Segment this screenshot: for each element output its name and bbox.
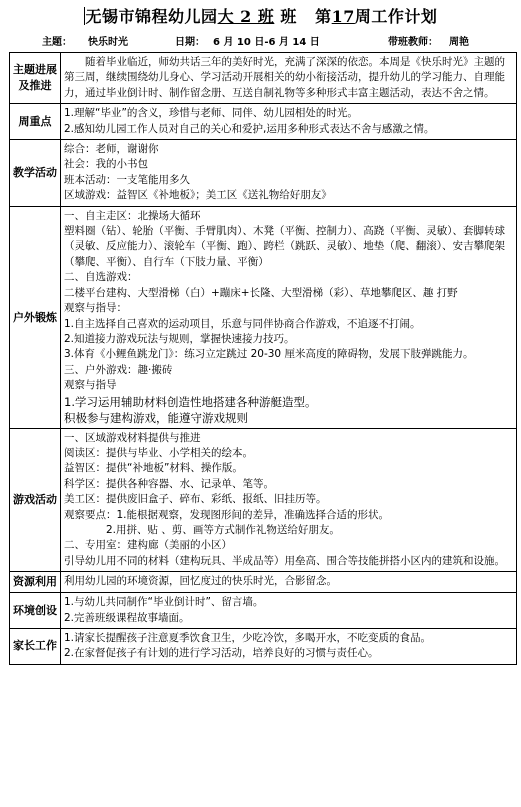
outdoor-line: 3.体育《小鲤鱼跳龙门》：练习立定跳过 20-30 厘米高度的障碍物，发展下肢弹跳能力。: [64, 348, 474, 361]
play-line: 美工区：提供废旧盒子、碎布、彩纸、报纸、旧挂历等。: [64, 493, 327, 506]
row-environment: [10, 593, 517, 629]
teacher-value: 周艳: [449, 37, 469, 48]
outdoor-line: 观察与指导：: [64, 302, 127, 315]
environment-line: 2.完善班级课程故事墙面。: [64, 611, 190, 624]
environment-line: 1.与幼儿共同制作“毕业倒计时”、留言墙。: [64, 596, 264, 609]
resources-line: 利用幼儿园的环境资源，回忆度过的快乐时光，合影留念。: [64, 575, 337, 588]
title-week-num: 17: [331, 7, 355, 26]
outdoor-line: 塑料圈（钻）、轮胎（平衡、手臂肌肉）、木凳（平衡、控制力）、高跷（平衡、灵敏）、套脚转球（灵敏、反应能力）、滚轮车（平衡、跑）、跨栏（跳跃、灵敏）、地垫（爬、翻滚）、安吉攀爬架（攀爬、平衡）、自行车（下肢力量、平衡）: [64, 225, 505, 268]
content-resources: [61, 572, 517, 593]
outdoor-line: 三、户外游戏：趣·搬砖: [64, 363, 173, 376]
label-weekly-focus: 周重点: [10, 104, 61, 140]
label-parents: 家长工作: [10, 629, 61, 665]
outdoor-line: 积极参与建构游戏，能遵守游戏规则: [64, 410, 248, 425]
theme-value: 快乐时光: [88, 37, 128, 48]
plan-table: [9, 52, 517, 665]
teaching-line: 区域游戏：益智区《补地板》；美工区《送礼物给好朋友》: [64, 189, 332, 202]
row-play: [10, 428, 517, 572]
page-title: 无锡市锦程幼儿园大 2 班 班 第17周工作计划: [85, 7, 438, 26]
label-teaching: 教学活动: [10, 140, 61, 207]
label-environment: 环境创设: [10, 593, 61, 629]
theme-progress-text: 随着毕业临近，师幼共话三年的美好时光，充满了深深的依恋。本周是《快乐时光》主题的第三周，继续围绕幼儿身心、学习活动开展相关的幼小衔接活动，提升幼儿的学习能力、自理能力，通过毕业倒计时、制作留念册、互送自制礼物等多种形式丰富主题活动，表达不舍之情。: [64, 56, 505, 99]
parents-line: 2.在家督促孩子有计划的进行学习活动，培养良好的习惯与责任心。: [64, 647, 379, 660]
content-outdoor: [61, 206, 517, 428]
title-school: 无锡市锦程幼儿园: [85, 7, 218, 26]
row-parents: [10, 629, 517, 665]
teacher-label: 带班教师：: [388, 37, 438, 48]
play-line: 2.用拼、贴 、剪、画等方式制作礼物送给好朋友。: [106, 523, 340, 536]
teaching-line: 社会：我的小书包: [64, 158, 148, 171]
play-line: 益智区：提供“补地板”材料、操作版。: [64, 462, 243, 475]
focus-line: 1.理解“毕业”的含义，珍惜与老师、同伴、幼儿园相处的时光。: [64, 107, 358, 120]
content-weekly-focus: [61, 104, 517, 140]
date-label: 日期：: [175, 37, 205, 48]
focus-line: 2.感知幼儿园工作人员对自己的关心和爱护,运用多种形式表达不舍与感激之情。: [64, 122, 435, 135]
outdoor-line: 1.学习运用辅助材料创造性地搭建各种游艇造型。: [64, 394, 317, 409]
teaching-line: 班本活动：一支笔能用多久: [64, 173, 190, 186]
play-line: 一、区域游戏材料提供与推进: [64, 431, 201, 444]
parents-line: 1.请家长提醒孩子注意夏季饮食卫生，少吃冷饮，多喝开水，不吃变质的食品。: [64, 632, 432, 644]
content-theme-progress: [61, 53, 517, 104]
outdoor-line: 二楼平台建构、大型滑梯（白）+蹦床+长隆、大型滑梯（彩）、草地攀爬区、趣 打野: [64, 286, 458, 299]
title-week-prefix: 第: [315, 7, 332, 26]
label-theme-progress: 主题进展及推进: [10, 53, 61, 104]
meta-line: [0, 35, 521, 51]
title-class: 大 2 班: [217, 7, 275, 26]
content-play: [61, 428, 517, 572]
label-resources: 资源利用: [10, 572, 61, 593]
teaching-line: 综合：老师，谢谢你: [64, 143, 159, 156]
content-environment: [61, 593, 517, 629]
title-week-suffix: 周工作计划: [354, 7, 438, 26]
play-line: 阅读区：提供与毕业、小学相关的绘本。: [64, 446, 253, 459]
outdoor-line: 2.知道接力游戏玩法与规则，掌握快速接力技巧。: [64, 332, 295, 345]
play-line: 引导幼儿用不同的材料（建构玩具、半成品等）用垒高、围合等技能拼搭小区内的建筑和设施。: [64, 554, 505, 567]
row-outdoor: [10, 206, 517, 428]
outdoor-line: 一、自主走区：北操场大循环: [64, 209, 201, 222]
label-outdoor: 户外锻炼: [10, 206, 61, 428]
row-teaching: [10, 140, 517, 207]
label-play: 游戏活动: [10, 428, 61, 572]
row-theme-progress: [10, 53, 517, 104]
date-value: 6 月 10 日-6 月 14 日: [213, 37, 320, 48]
text-cursor: [84, 7, 85, 25]
outdoor-line: 观察与指导: [64, 379, 117, 392]
row-resources: [10, 572, 517, 593]
theme-label: 主题：: [42, 37, 72, 48]
row-weekly-focus: [10, 104, 517, 140]
content-teaching: [61, 140, 517, 207]
play-line: 观察要点：1.能根据观察，发现图形间的差异，准确选择合适的形状。: [64, 508, 390, 521]
play-line: 科学区：提供各种容器、水、记录单、笔等。: [64, 477, 274, 490]
outdoor-line: 1.自主选择自己喜欢的运动项目，乐意与同伴协商合作游戏，不追逐不打闹。: [64, 317, 421, 330]
play-line: 二、专用室：建构廊（美丽的小区）: [64, 539, 232, 552]
content-parents: [61, 629, 517, 665]
outdoor-line: 二、自选游戏：: [64, 271, 138, 284]
